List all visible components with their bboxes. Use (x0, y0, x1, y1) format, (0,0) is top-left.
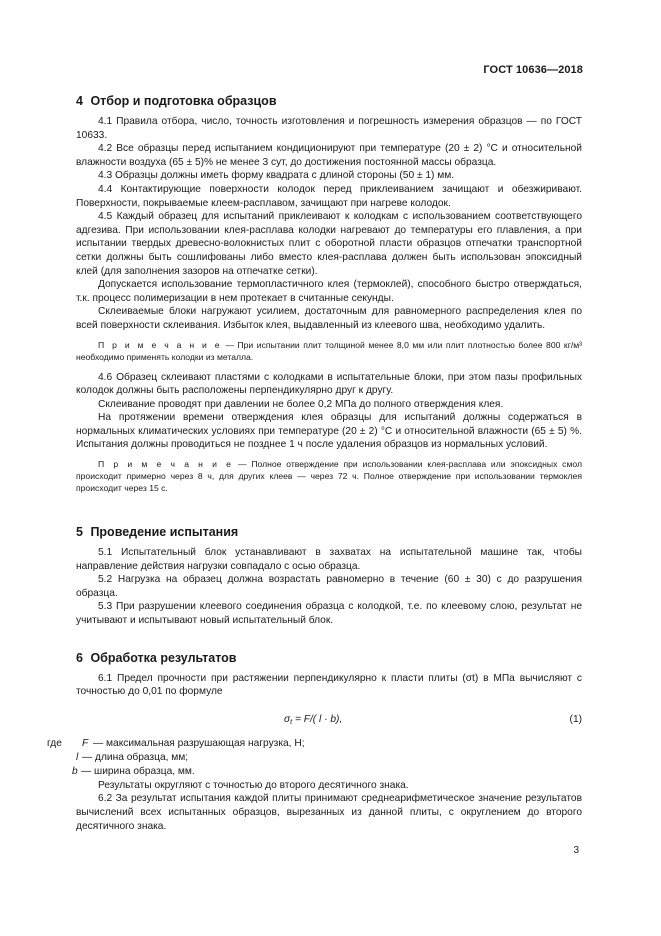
page-number: 3 (573, 845, 579, 856)
section-4-number: 4 (76, 94, 83, 108)
section-5 (76, 524, 582, 628)
formula-rhs: = F/( l · b), (292, 713, 343, 725)
section-6-title: Обработка результатов (90, 650, 237, 665)
variable-row (47, 737, 582, 751)
paragraph-4-2: 4.2 Все образцы перед испытанием кондиционируют при температуре (20 ± 2) °С и относительной влажности воздуха (65 ± 5)% не менее 3 сут, до достижения постоянной массы образца. (76, 143, 582, 168)
paragraph-4-6-curing: На протяжении времени отверждения клея образцы для испытаний должны содержаться в нормальных климатических условиях при температуре (20 ± 2) °С и относительной влажности (65 ± 5) %. Испытания должны проводиться не позднее 1 ч после удаления образцов из нормальных условий. (76, 412, 582, 451)
paragraph-4-6-pressure: Склеивание проводят при давлении не более 0,2 МПа до полного отверждения клея. (98, 398, 504, 410)
formula-expression (284, 714, 342, 726)
variable-symbol: b (72, 765, 78, 777)
section-6-heading (76, 650, 582, 666)
section-6-number: 6 (76, 650, 83, 665)
formula-subscript: t (290, 718, 293, 726)
paragraph-4-3: 4.3 Образцы должны иметь форму квадрата с длиной стороны (50 ± 1) мм. (98, 170, 455, 182)
section-4-heading (76, 93, 582, 109)
paragraph-6-1: 6.1 Предел прочности при растяжении перпендикулярно к пласти плиты (σt) в МПа вычисляют с точностью до 0,01 по формуле (76, 672, 582, 698)
paragraph-4-4: 4.4 Контактирующие поверхности колодок перед приклеиванием зачищают и обезжиривают. Поверхности, покрываемые клеем-расплавом, зачищают при нагреве колодок. (76, 183, 582, 209)
equation-number: (1) (569, 713, 582, 725)
variable-description: — максимальная разрушающая нагрузка, Н; (93, 737, 305, 749)
variable-description: — ширина образца, мм. (81, 765, 195, 777)
note-1 (76, 339, 582, 363)
variable-row (72, 765, 582, 779)
variable-definitions (47, 737, 582, 779)
section-4 (76, 93, 582, 494)
paragraph-4-1: 4.1 Правила отбора, число, точность изготовления и погрешность измерения образцов — по ГОСТ 10633. (76, 116, 582, 141)
section-4-title: Отбор и подготовка образцов (90, 94, 277, 108)
standard-code-header: ГОСТ 10636—2018 (483, 64, 583, 76)
variable-description: — длина образца, мм; (82, 751, 189, 763)
note-2-label: П р и м е ч а н и е (98, 459, 234, 470)
note-1-text: — При испытании плит толщиной менее 8,0 мм или плит плотностью более 800 кг/м³ необходимо применять колодки из металла. (76, 339, 582, 362)
where-word: где (47, 737, 62, 749)
section-5-title: Проведение испытания (90, 525, 239, 540)
paragraph-6-1-rounding: Результаты округляют с точностью до второго десятичного знака. (98, 779, 409, 791)
section-5-number: 5 (76, 525, 83, 540)
variable-symbol: l (76, 751, 79, 763)
document-body (47, 93, 582, 846)
paragraph-5-3: 5.3 При разрушении клеевого соединения образца с колодкой, т.е. по клеевому слою, результат не учитывают и испытывают новый испытательный блок. (76, 601, 582, 627)
note-2 (76, 458, 582, 494)
note-1-label: П р и м е ч а н и е (98, 339, 222, 350)
paragraph-5-2: 5.2 Нагрузка на образец должна возрастать равномерно в течение (60 ± 30) с до разрушения образца. (76, 574, 582, 599)
paragraph-5-1: 5.1 Испытательный блок устанавливают в захватах на испытательной машине так, чтобы направление действия нагрузки совпадало с осью образца. (76, 547, 582, 572)
section-5-heading (76, 524, 582, 540)
paragraph-6-2: 6.2 За результат испытания каждой плиты принимают среднеарифметическое значение результатов вычислений всех испытанных образцов, вырезанных из данной плиты, с округлением до второго десятичного знака. (76, 793, 582, 832)
paragraph-4-5-load: Склеиваемые блоки нагружают усилием, достаточным для равномерного распределения клея по всей поверхности склеивания. Избыток клея, выдавленный из клеевого шва, необходимо удалить. (76, 306, 582, 331)
variable-symbol: F (82, 737, 89, 749)
formula-1 (76, 707, 582, 735)
formula-sigma: σ (284, 713, 291, 725)
variable-row (76, 751, 582, 765)
section-6 (47, 650, 582, 834)
paragraph-4-5-thermoglue: Допускается использование термопластичного клея (термоклей), способного быстро отверждаться, т.к. процесс полимеризации в нем протекает в считанные секунды. (76, 279, 582, 304)
paragraph-4-5: 4.5 Каждый образец для испытаний приклеивают к колодкам с использованием соответствующего адгезива. При использовании клея-расплава колодки нагревают до температуры его плавления, а при испытании твердых древесно-волокнистых плит с оборотной пласти образцов отпечатки транспортной сетки должны быть сошлифованы либо вместо клея-расплава должен быть использован эпоксидный клей (для заполнения зазоров на отпечатке сетки). (76, 211, 582, 277)
paragraph-4-6: 4.6 Образец склеивают пластями с колодками в испытательные блоки, при этом пазы профильных колодок должны быть расположены перпендикулярно друг к другу. (76, 371, 582, 397)
note-2-text: — Полное отверждение при использовании клея-расплава или эпоксидных смол происходит примерно через 8 ч, для других клеев — через 72 ч. Полное отверждение при использовании термоклея происходит через 15 с. (76, 459, 582, 494)
